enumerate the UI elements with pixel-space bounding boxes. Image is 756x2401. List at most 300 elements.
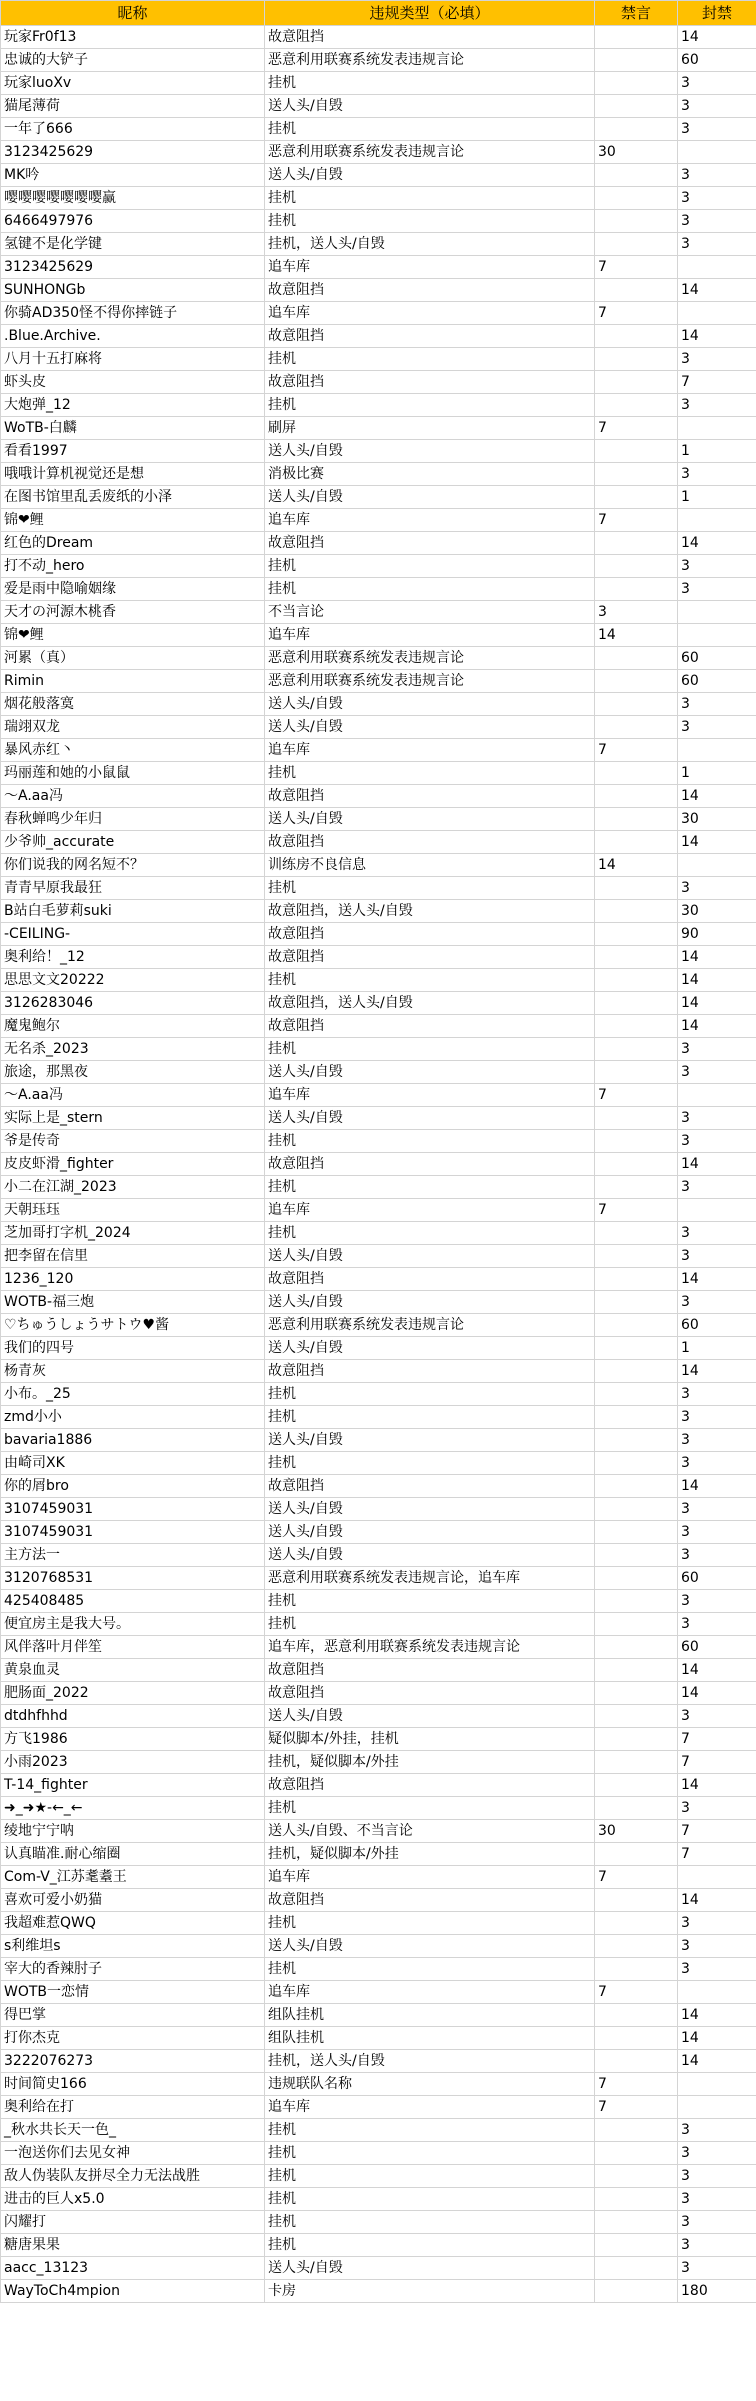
cell-violation-type[interactable]: 恶意利用联赛系统发表违规言论 <box>265 1314 595 1337</box>
cell-mute[interactable] <box>595 1383 678 1406</box>
cell-nickname[interactable]: 猫尾薄荷 <box>1 95 265 118</box>
cell-violation-type[interactable]: 卡房 <box>265 2280 595 2303</box>
cell-ban[interactable]: 3 <box>678 1590 756 1613</box>
cell-violation-type[interactable]: 送人头/自毁 <box>265 1498 595 1521</box>
cell-ban[interactable]: 14 <box>678 1774 756 1797</box>
cell-mute[interactable] <box>595 1153 678 1176</box>
cell-nickname[interactable]: 玩家Fr0f13 <box>1 26 265 49</box>
cell-nickname[interactable]: WoTB-白麟 <box>1 417 265 440</box>
cell-nickname[interactable]: .Blue.Archive. <box>1 325 265 348</box>
cell-ban[interactable]: 3 <box>678 693 756 716</box>
cell-mute[interactable] <box>595 1130 678 1153</box>
cell-violation-type[interactable]: 故意阻挡 <box>265 1682 595 1705</box>
cell-nickname[interactable]: WayToCh4mpion <box>1 2280 265 2303</box>
cell-ban[interactable] <box>678 141 756 164</box>
cell-ban[interactable]: 3 <box>678 72 756 95</box>
cell-violation-type[interactable]: 送人头/自毁 <box>265 95 595 118</box>
cell-mute[interactable] <box>595 762 678 785</box>
cell-mute[interactable] <box>595 325 678 348</box>
cell-ban[interactable] <box>678 2096 756 2119</box>
cell-ban[interactable]: 14 <box>678 2004 756 2027</box>
cell-violation-type[interactable]: 疑似脚本/外挂，挂机 <box>265 1728 595 1751</box>
cell-violation-type[interactable]: 故意阻挡，送人头/自毁 <box>265 992 595 1015</box>
cell-violation-type[interactable]: 送人头/自毁 <box>265 1245 595 1268</box>
cell-nickname[interactable]: 便宜房主是我大号。 <box>1 1613 265 1636</box>
cell-violation-type[interactable]: 送人头/自毁 <box>265 1521 595 1544</box>
cell-nickname[interactable]: 烟花般落寞 <box>1 693 265 716</box>
cell-mute[interactable] <box>595 808 678 831</box>
cell-violation-type[interactable]: 消极比赛 <box>265 463 595 486</box>
cell-violation-type[interactable]: 追车库 <box>265 1981 595 2004</box>
cell-violation-type[interactable]: 送人头/自毁 <box>265 1061 595 1084</box>
cell-mute[interactable]: 14 <box>595 624 678 647</box>
cell-violation-type[interactable]: 故意阻挡 <box>265 1774 595 1797</box>
cell-nickname[interactable]: B站白毛萝莉suki <box>1 900 265 923</box>
cell-mute[interactable]: 7 <box>595 1866 678 1889</box>
cell-nickname[interactable]: 打你杰克 <box>1 2027 265 2050</box>
cell-ban[interactable]: 14 <box>678 2050 756 2073</box>
cell-violation-type[interactable]: 故意阻挡 <box>265 1659 595 1682</box>
cell-nickname[interactable]: 方飞1986 <box>1 1728 265 1751</box>
cell-ban[interactable]: 3 <box>678 118 756 141</box>
cell-ban[interactable]: 3 <box>678 1705 756 1728</box>
cell-violation-type[interactable]: 挂机 <box>265 1912 595 1935</box>
cell-mute[interactable] <box>595 1751 678 1774</box>
cell-violation-type[interactable]: 追车库 <box>265 624 595 647</box>
cell-ban[interactable]: 14 <box>678 1268 756 1291</box>
cell-ban[interactable] <box>678 1981 756 2004</box>
cell-mute[interactable] <box>595 1544 678 1567</box>
cell-nickname[interactable]: s利维坦s <box>1 1935 265 1958</box>
cell-mute[interactable] <box>595 1176 678 1199</box>
cell-violation-type[interactable]: 挂机 <box>265 394 595 417</box>
cell-mute[interactable] <box>595 716 678 739</box>
cell-mute[interactable]: 7 <box>595 509 678 532</box>
cell-violation-type[interactable]: 挂机 <box>265 578 595 601</box>
cell-ban[interactable]: 3 <box>678 2211 756 2234</box>
cell-nickname[interactable]: 虾头皮 <box>1 371 265 394</box>
cell-violation-type[interactable]: 挂机 <box>265 1038 595 1061</box>
cell-violation-type[interactable]: 挂机 <box>265 2234 595 2257</box>
cell-mute[interactable] <box>595 279 678 302</box>
cell-violation-type[interactable]: 挂机 <box>265 72 595 95</box>
cell-ban[interactable]: 14 <box>678 279 756 302</box>
cell-nickname[interactable]: 认真瞄准.耐心缩圈 <box>1 1843 265 1866</box>
cell-mute[interactable] <box>595 1728 678 1751</box>
cell-mute[interactable] <box>595 1567 678 1590</box>
cell-ban[interactable]: 14 <box>678 26 756 49</box>
cell-violation-type[interactable]: 追车库 <box>265 509 595 532</box>
cell-mute[interactable] <box>595 785 678 808</box>
cell-violation-type[interactable]: 违规联队名称 <box>265 2073 595 2096</box>
cell-ban[interactable] <box>678 1084 756 1107</box>
cell-mute[interactable] <box>595 578 678 601</box>
cell-mute[interactable] <box>595 2027 678 2050</box>
cell-mute[interactable] <box>595 877 678 900</box>
cell-violation-type[interactable]: 追车库 <box>265 1866 595 1889</box>
cell-nickname[interactable]: 魔鬼鲍尔 <box>1 1015 265 1038</box>
cell-ban[interactable]: 3 <box>678 1429 756 1452</box>
cell-mute[interactable] <box>595 348 678 371</box>
cell-ban[interactable] <box>678 417 756 440</box>
cell-violation-type[interactable]: 故意阻挡 <box>265 1475 595 1498</box>
cell-nickname[interactable]: Com-V_江苏耄耋王 <box>1 1866 265 1889</box>
cell-ban[interactable]: 3 <box>678 1797 756 1820</box>
cell-nickname[interactable]: 八月十五打麻将 <box>1 348 265 371</box>
cell-violation-type[interactable]: 恶意利用联赛系统发表违规言论 <box>265 647 595 670</box>
cell-mute[interactable] <box>595 1935 678 1958</box>
cell-nickname[interactable]: 小布。_25 <box>1 1383 265 1406</box>
cell-ban[interactable] <box>678 1199 756 1222</box>
cell-mute[interactable] <box>595 555 678 578</box>
cell-violation-type[interactable]: 挂机，送人头/自毁 <box>265 233 595 256</box>
cell-ban[interactable]: 3 <box>678 95 756 118</box>
cell-violation-type[interactable]: 恶意利用联赛系统发表违规言论 <box>265 141 595 164</box>
cell-nickname[interactable]: 芝加哥打字机_2024 <box>1 1222 265 1245</box>
cell-nickname[interactable]: 天朝珏珏 <box>1 1199 265 1222</box>
cell-mute[interactable] <box>595 118 678 141</box>
cell-nickname[interactable]: SUNHONGb <box>1 279 265 302</box>
cell-nickname[interactable]: 一泡送你们去见女神 <box>1 2142 265 2165</box>
cell-ban[interactable]: 3 <box>678 2257 756 2280</box>
cell-ban[interactable] <box>678 1866 756 1889</box>
cell-ban[interactable]: 14 <box>678 1682 756 1705</box>
cell-nickname[interactable]: 3123425629 <box>1 256 265 279</box>
cell-mute[interactable] <box>595 2234 678 2257</box>
cell-mute[interactable] <box>595 2050 678 2073</box>
cell-violation-type[interactable]: 送人头/自毁 <box>265 1935 595 1958</box>
cell-violation-type[interactable]: 追车库 <box>265 1199 595 1222</box>
cell-violation-type[interactable]: 挂机 <box>265 1613 595 1636</box>
cell-nickname[interactable]: 嘤嘤嘤嘤嘤嘤嘤赢 <box>1 187 265 210</box>
cell-nickname[interactable]: 你的屑bro <box>1 1475 265 1498</box>
cell-violation-type[interactable]: 挂机 <box>265 1222 595 1245</box>
cell-mute[interactable]: 7 <box>595 1084 678 1107</box>
cell-violation-type[interactable]: 送人头/自毁 <box>265 1429 595 1452</box>
cell-ban[interactable]: 60 <box>678 670 756 693</box>
cell-ban[interactable]: 14 <box>678 785 756 808</box>
cell-ban[interactable]: 3 <box>678 1222 756 1245</box>
cell-mute[interactable] <box>595 2119 678 2142</box>
cell-nickname[interactable]: 3107459031 <box>1 1498 265 1521</box>
cell-mute[interactable] <box>595 187 678 210</box>
cell-ban[interactable]: 90 <box>678 923 756 946</box>
cell-violation-type[interactable]: 恶意利用联赛系统发表违规言论 <box>265 670 595 693</box>
cell-violation-type[interactable]: 挂机 <box>265 762 595 785</box>
cell-ban[interactable]: 14 <box>678 1360 756 1383</box>
cell-nickname[interactable]: 玩家luoXv <box>1 72 265 95</box>
cell-mute[interactable] <box>595 1774 678 1797</box>
cell-violation-type[interactable]: 故意阻挡 <box>265 946 595 969</box>
cell-nickname[interactable]: 3222076273 <box>1 2050 265 2073</box>
cell-nickname[interactable]: ♡ちゅうしょうサトウ♥酱 <box>1 1314 265 1337</box>
cell-violation-type[interactable]: 故意阻挡 <box>265 1889 595 1912</box>
cell-violation-type[interactable]: 挂机 <box>265 210 595 233</box>
cell-ban[interactable]: 14 <box>678 969 756 992</box>
cell-ban[interactable]: 3 <box>678 1176 756 1199</box>
cell-nickname[interactable]: _秋水共长天一色_ <box>1 2119 265 2142</box>
cell-violation-type[interactable]: 送人头/自毁 <box>265 2257 595 2280</box>
cell-ban[interactable]: 3 <box>678 1245 756 1268</box>
cell-nickname[interactable]: 大炮弹_12 <box>1 394 265 417</box>
cell-violation-type[interactable]: 挂机 <box>265 1797 595 1820</box>
cell-violation-type[interactable]: 挂机 <box>265 555 595 578</box>
cell-ban[interactable]: 60 <box>678 1314 756 1337</box>
cell-mute[interactable] <box>595 1314 678 1337</box>
cell-nickname[interactable]: 闪耀打 <box>1 2211 265 2234</box>
cell-mute[interactable] <box>595 440 678 463</box>
cell-nickname[interactable]: aacc_13123 <box>1 2257 265 2280</box>
cell-violation-type[interactable]: 故意阻挡 <box>265 785 595 808</box>
cell-mute[interactable]: 7 <box>595 2096 678 2119</box>
cell-mute[interactable] <box>595 49 678 72</box>
cell-violation-type[interactable]: 送人头/自毁 <box>265 1705 595 1728</box>
cell-ban[interactable]: 1 <box>678 1337 756 1360</box>
cell-nickname[interactable]: ～A.aa冯 <box>1 1084 265 1107</box>
cell-ban[interactable]: 14 <box>678 831 756 854</box>
cell-nickname[interactable]: 氢键不是化学键 <box>1 233 265 256</box>
cell-ban[interactable]: 3 <box>678 394 756 417</box>
cell-violation-type[interactable]: 故意阻挡 <box>265 279 595 302</box>
cell-violation-type[interactable]: 故意阻挡，送人头/自毁 <box>265 900 595 923</box>
cell-violation-type[interactable]: 挂机 <box>265 1452 595 1475</box>
cell-ban[interactable]: 30 <box>678 808 756 831</box>
cell-ban[interactable]: 3 <box>678 1130 756 1153</box>
cell-ban[interactable]: 3 <box>678 555 756 578</box>
cell-nickname[interactable]: 风伴落叶月伴笙 <box>1 1636 265 1659</box>
cell-mute[interactable] <box>595 1245 678 1268</box>
cell-ban[interactable]: 3 <box>678 187 756 210</box>
cell-nickname[interactable]: 喜欢可爱小奶猫 <box>1 1889 265 1912</box>
cell-ban[interactable]: 3 <box>678 1383 756 1406</box>
cell-violation-type[interactable]: 挂机 <box>265 2165 595 2188</box>
cell-violation-type[interactable]: 送人头/自毁 <box>265 1544 595 1567</box>
cell-ban[interactable]: 3 <box>678 2165 756 2188</box>
cell-ban[interactable]: 14 <box>678 532 756 555</box>
cell-violation-type[interactable]: 挂机，疑似脚本/外挂 <box>265 1843 595 1866</box>
cell-mute[interactable] <box>595 72 678 95</box>
cell-mute[interactable] <box>595 1613 678 1636</box>
cell-mute[interactable]: 7 <box>595 1981 678 2004</box>
cell-violation-type[interactable]: 恶意利用联赛系统发表违规言论 <box>265 49 595 72</box>
cell-mute[interactable] <box>595 164 678 187</box>
cell-violation-type[interactable]: 送人头/自毁 <box>265 716 595 739</box>
cell-mute[interactable] <box>595 1406 678 1429</box>
cell-nickname[interactable]: 1236_120 <box>1 1268 265 1291</box>
cell-ban[interactable] <box>678 624 756 647</box>
cell-mute[interactable] <box>595 1797 678 1820</box>
cell-mute[interactable] <box>595 26 678 49</box>
cell-ban[interactable]: 7 <box>678 1820 756 1843</box>
cell-nickname[interactable]: 你们说我的网名短不？ <box>1 854 265 877</box>
cell-mute[interactable] <box>595 1337 678 1360</box>
cell-nickname[interactable]: 绫地宁宁呐 <box>1 1820 265 1843</box>
cell-mute[interactable] <box>595 1912 678 1935</box>
cell-violation-type[interactable]: 挂机 <box>265 1176 595 1199</box>
cell-mute[interactable]: 7 <box>595 1199 678 1222</box>
cell-mute[interactable]: 14 <box>595 854 678 877</box>
cell-nickname[interactable]: zmd小小 <box>1 1406 265 1429</box>
cell-ban[interactable]: 1 <box>678 440 756 463</box>
cell-nickname[interactable]: 玛丽莲和她的小鼠鼠 <box>1 762 265 785</box>
cell-ban[interactable]: 3 <box>678 716 756 739</box>
cell-violation-type[interactable]: 挂机 <box>265 187 595 210</box>
cell-ban[interactable]: 14 <box>678 325 756 348</box>
cell-mute[interactable] <box>595 1268 678 1291</box>
cell-nickname[interactable]: -CEILING- <box>1 923 265 946</box>
cell-ban[interactable]: 3 <box>678 1452 756 1475</box>
cell-violation-type[interactable]: 组队挂机 <box>265 2004 595 2027</box>
cell-ban[interactable]: 60 <box>678 1567 756 1590</box>
cell-mute[interactable] <box>595 1107 678 1130</box>
cell-mute[interactable] <box>595 371 678 394</box>
cell-ban[interactable]: 3 <box>678 2188 756 2211</box>
cell-mute[interactable] <box>595 647 678 670</box>
cell-nickname[interactable]: 糖唐果果 <box>1 2234 265 2257</box>
cell-violation-type[interactable]: 挂机 <box>265 2211 595 2234</box>
cell-mute[interactable] <box>595 2188 678 2211</box>
cell-ban[interactable]: 30 <box>678 900 756 923</box>
cell-mute[interactable] <box>595 1889 678 1912</box>
cell-violation-type[interactable]: 追车库 <box>265 302 595 325</box>
cell-ban[interactable]: 3 <box>678 1912 756 1935</box>
cell-ban[interactable] <box>678 509 756 532</box>
cell-violation-type[interactable]: 故意阻挡 <box>265 831 595 854</box>
cell-mute[interactable] <box>595 1291 678 1314</box>
cell-violation-type[interactable]: 送人头/自毁 <box>265 486 595 509</box>
cell-ban[interactable]: 60 <box>678 1636 756 1659</box>
cell-nickname[interactable]: 我超难惹QWQ <box>1 1912 265 1935</box>
cell-nickname[interactable]: 思思文文20222 <box>1 969 265 992</box>
cell-mute[interactable] <box>595 1843 678 1866</box>
cell-violation-type[interactable]: 挂机 <box>265 1590 595 1613</box>
cell-mute[interactable] <box>595 1475 678 1498</box>
cell-ban[interactable]: 3 <box>678 164 756 187</box>
cell-ban[interactable]: 3 <box>678 578 756 601</box>
cell-ban[interactable]: 14 <box>678 1475 756 1498</box>
cell-mute[interactable] <box>595 1682 678 1705</box>
cell-nickname[interactable]: ～A.aa冯 <box>1 785 265 808</box>
cell-ban[interactable]: 60 <box>678 647 756 670</box>
cell-nickname[interactable]: 实际上是_stern <box>1 1107 265 1130</box>
cell-nickname[interactable]: T-14_fighter <box>1 1774 265 1797</box>
cell-nickname[interactable]: 旅途，那黑夜 <box>1 1061 265 1084</box>
cell-violation-type[interactable]: 恶意利用联赛系统发表违规言论，追车库 <box>265 1567 595 1590</box>
cell-mute[interactable] <box>595 1636 678 1659</box>
cell-nickname[interactable]: 由崎司XK <box>1 1452 265 1475</box>
cell-nickname[interactable]: 你骑AD350怪不得你摔链子 <box>1 302 265 325</box>
cell-mute[interactable] <box>595 463 678 486</box>
cell-mute[interactable] <box>595 1521 678 1544</box>
cell-mute[interactable] <box>595 2211 678 2234</box>
cell-mute[interactable]: 7 <box>595 739 678 762</box>
cell-nickname[interactable]: WOTB一恋情 <box>1 1981 265 2004</box>
cell-violation-type[interactable]: 送人头/自毁 <box>265 440 595 463</box>
cell-nickname[interactable]: 6466497976 <box>1 210 265 233</box>
cell-nickname[interactable]: 3120768531 <box>1 1567 265 1590</box>
cell-ban[interactable]: 7 <box>678 1728 756 1751</box>
cell-violation-type[interactable]: 送人头/自毁、不当言论 <box>265 1820 595 1843</box>
cell-nickname[interactable]: 肥肠面_2022 <box>1 1682 265 1705</box>
cell-violation-type[interactable]: 挂机 <box>265 1406 595 1429</box>
cell-ban[interactable]: 3 <box>678 1498 756 1521</box>
cell-ban[interactable]: 14 <box>678 1015 756 1038</box>
cell-violation-type[interactable]: 挂机 <box>265 2119 595 2142</box>
cell-nickname[interactable]: 爷是传奇 <box>1 1130 265 1153</box>
cell-ban[interactable]: 7 <box>678 371 756 394</box>
cell-violation-type[interactable]: 挂机 <box>265 1130 595 1153</box>
cell-violation-type[interactable]: 追车库 <box>265 1084 595 1107</box>
cell-violation-type[interactable]: 追车库，恶意利用联赛系统发表违规言论 <box>265 1636 595 1659</box>
cell-ban[interactable] <box>678 854 756 877</box>
cell-violation-type[interactable]: 挂机 <box>265 2188 595 2211</box>
cell-mute[interactable] <box>595 1038 678 1061</box>
cell-violation-type[interactable]: 挂机 <box>265 1383 595 1406</box>
cell-violation-type[interactable]: 不当言论 <box>265 601 595 624</box>
cell-nickname[interactable]: 3126283046 <box>1 992 265 1015</box>
cell-mute[interactable] <box>595 923 678 946</box>
cell-violation-type[interactable]: 故意阻挡 <box>265 325 595 348</box>
cell-violation-type[interactable]: 追车库 <box>265 2096 595 2119</box>
cell-nickname[interactable]: 天才の河源木桃香 <box>1 601 265 624</box>
cell-mute[interactable] <box>595 900 678 923</box>
cell-violation-type[interactable]: 刷屏 <box>265 417 595 440</box>
cell-mute[interactable] <box>595 992 678 1015</box>
cell-mute[interactable] <box>595 1705 678 1728</box>
cell-ban[interactable]: 3 <box>678 348 756 371</box>
cell-nickname[interactable]: 少爷帅_accurate <box>1 831 265 854</box>
header-violation-type[interactable]: 违规类型（必填） <box>265 1 595 26</box>
cell-ban[interactable]: 14 <box>678 2027 756 2050</box>
header-nickname[interactable]: 昵称 <box>1 1 265 26</box>
cell-nickname[interactable]: 敌人伪装队友拼尽全力无法战胜 <box>1 2165 265 2188</box>
cell-nickname[interactable]: 我们的四号 <box>1 1337 265 1360</box>
cell-violation-type[interactable]: 挂机 <box>265 877 595 900</box>
cell-mute[interactable]: 30 <box>595 1820 678 1843</box>
cell-nickname[interactable]: 杨青灰 <box>1 1360 265 1383</box>
cell-violation-type[interactable]: 挂机 <box>265 118 595 141</box>
cell-mute[interactable] <box>595 95 678 118</box>
cell-nickname[interactable]: WOTB-福三炮 <box>1 1291 265 1314</box>
cell-violation-type[interactable]: 组队挂机 <box>265 2027 595 2050</box>
cell-nickname[interactable]: 时间简史166 <box>1 2073 265 2096</box>
cell-violation-type[interactable]: 追车库 <box>265 256 595 279</box>
cell-mute[interactable] <box>595 2004 678 2027</box>
cell-ban[interactable]: 3 <box>678 1935 756 1958</box>
cell-ban[interactable]: 3 <box>678 2119 756 2142</box>
cell-mute[interactable] <box>595 2142 678 2165</box>
cell-mute[interactable] <box>595 1061 678 1084</box>
cell-violation-type[interactable]: 挂机 <box>265 348 595 371</box>
cell-mute[interactable] <box>595 486 678 509</box>
cell-ban[interactable]: 14 <box>678 946 756 969</box>
cell-nickname[interactable]: 小雨2023 <box>1 1751 265 1774</box>
cell-ban[interactable]: 1 <box>678 486 756 509</box>
cell-nickname[interactable]: MK吟 <box>1 164 265 187</box>
cell-nickname[interactable]: 宰大的香辣肘子 <box>1 1958 265 1981</box>
cell-nickname[interactable]: 3123425629 <box>1 141 265 164</box>
cell-mute[interactable] <box>595 946 678 969</box>
cell-ban[interactable]: 3 <box>678 1061 756 1084</box>
cell-violation-type[interactable]: 送人头/自毁 <box>265 693 595 716</box>
cell-ban[interactable]: 3 <box>678 877 756 900</box>
header-mute[interactable]: 禁言 <box>595 1 678 26</box>
cell-mute[interactable] <box>595 210 678 233</box>
cell-nickname[interactable]: dtdhfhhd <box>1 1705 265 1728</box>
cell-violation-type[interactable]: 挂机 <box>265 2142 595 2165</box>
cell-nickname[interactable]: 打不动_hero <box>1 555 265 578</box>
cell-ban[interactable]: 14 <box>678 992 756 1015</box>
